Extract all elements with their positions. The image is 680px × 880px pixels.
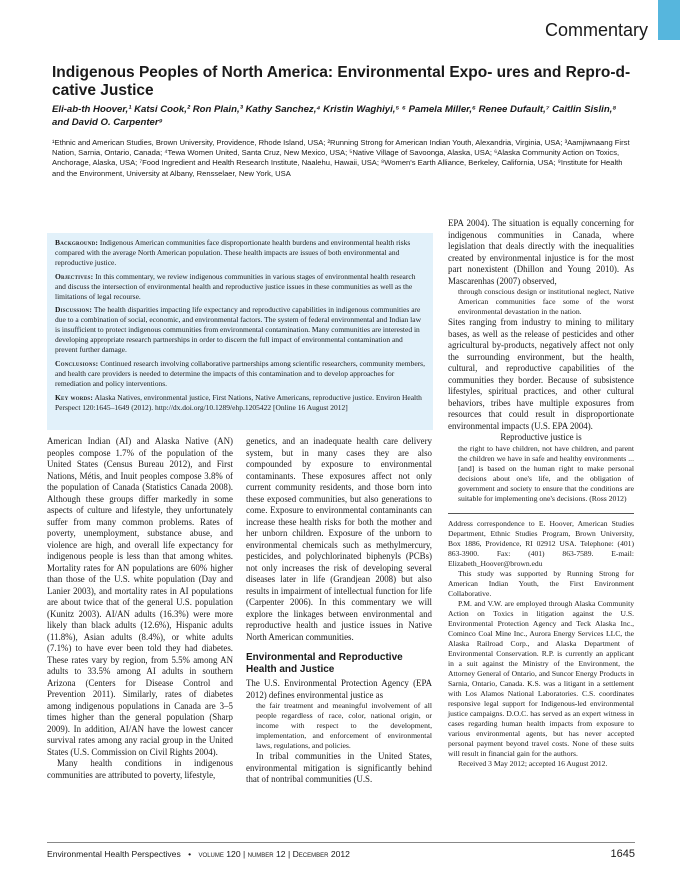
body-paragraph: The U.S. Environmental Protection Agency (EPA 2012) defines environmental justice as bbox=[246, 678, 432, 700]
abstract-discussion bbox=[55, 305, 425, 355]
abstract-conclusions-text: Continued research involving collaborative partnerships among scientific researchers, community members, and health care providers is needed to determine the impacts of this contamination and to develop approaches for remediation and policy interventions. bbox=[55, 358, 425, 388]
correspondence-address: Address correspondence to E. Hoover, American Studies Department, Ethnic Studies Program, Brown University, Box 1886, Providence, RI 02912 USA. Telephone: (401) 863-3900. Fax: (401) 863-7589. E-mail: Elizabeth_Hoover@brown.edu bbox=[448, 518, 634, 568]
body-column-right bbox=[448, 218, 634, 769]
author-list: Eli‑ab‑th Hoover,¹ Katsi Cook,² Ron Plain,³ Kathy Sanchez,⁴ Kristin Waghiyi,⁵ ⁶ Pamela Miller,⁶ Renee Dufault,⁷ Caitlin Sislin,⁸ and David O. Carpenter⁹ bbox=[52, 104, 617, 128]
body-paragraph: American Indian (AI) and Alaska Native (AN) peoples compose 1.7% of the population of the United States (Census Bureau 2012), and First Nations, Métis, and Inuit peoples compose 3.8% of the population of Canada (Statistics Canada 2008). Although these groups differ markedly in some aspects of culture and lifestyle, they unfortunately suffer from many common problems. Rates of poverty, unemployment, substance abuse, and violence are high, and overall life expectancy for indigenous people is less than that among whites. Mortality rates for AN populations are 60% higher than those of the U.S. white population (Day and Lanier 2003), and mortality rates in AI populations are about twice that of the general U.S. population (Kunitz 2003). AI/AN adults (16.3%) were more likely than black adults (12.6%), Hispanic adults (11.8%), Asian adults (8.4%), or white adults (7.1%) to have ever been told they had diabetes. These rates vary by region, from 5.5% among AN adults to 33.5% among AI adults in southern Arizona (Centers for Disease Control and Prevention 2011). Similarly, rates of diabetes among indigenous populations in Canada are 3–5 times higher than the general population (Sharp 2009). In addition, AI/AN have the lowest cancer survival rates among any racial group in the United States (U.S. Commission on Civil Rights 2004). bbox=[47, 436, 233, 757]
footer-divider bbox=[47, 842, 635, 843]
abstract-background-label: Background: bbox=[55, 238, 99, 247]
funding-note: This study was supported by Running Strong for American Indian Youth, the First Environment Collaborative. bbox=[448, 568, 634, 598]
body-column-left bbox=[47, 436, 233, 781]
affiliations: ¹Ethnic and American Studies, Brown University, Providence, Rhode Island, USA; ²Running Strong for American Indian Youth, Alexandria, Virginia, USA; ³Aamjiwnaang First Nation, Sarnia, Ontario, Canada; ⁴Tewa Women United, Santa Cruz, New Mexico, USA; ⁵Native Village of Savoonga, Alaska, USA; ⁶Alaska Community Action on Toxics, Anchorage, Alaska, USA; ⁷Food Ingredient and Health Research Institute, Naalehu, Hawaii, USA; ⁸Women's Earth Alliance, Berkeley, California, USA; ⁹Institute for Health and the Environment, University at Albany, Rensselaer, New York, USA bbox=[52, 138, 630, 178]
body-paragraph: EPA 2004). The situation is equally concerning for indigenous communities in Canada, where legislation that deals directly with the inequalities created by environmental injustice is for the most part nonexistent (Dhillon and Young 2010). As Mascarenhas (2007) observed, bbox=[448, 218, 634, 286]
body-paragraph: Sites ranging from industry to mining to military bases, as well as the release of pesticides and other agricultural by-products, negatively affect not only the surrounding environment, but the health, cultural, and reproductive capabilities of the communities they border. Because of subsistence lifestyles, spiritual practices, and other cultural behaviors, tribes have multiple exposures from resources that could result in disproportionate environmental impacts (U.S. EPA 2004). bbox=[448, 317, 634, 431]
abstract-objectives-label: Objectives: bbox=[55, 271, 94, 281]
abstract-conclusions-label: Conclusions: bbox=[55, 358, 99, 368]
abstract-discussion-label: Discussion: bbox=[55, 305, 93, 315]
abstract-discussion-text: The health disparities impacting life expectancy and reproductive capabilities in indigenous communities are due to a combination of social, economic, and environmental factors. The system of federal environmental and Indian law is insufficient to protect indigenous communities from environmental contamination. Many communities are interested in developing appropriate research partnerships in order to discern the full impact of environmental contamination and prevent further damage. bbox=[55, 305, 421, 355]
abstract-keywords-text: Alaska Natives, environmental justice, First Nations, Native Americans, reproductive justice. bbox=[94, 392, 375, 402]
abstract-background bbox=[55, 238, 425, 268]
abstract-background-text: Indigenous American communities face disproportionate health burdens and environmental health risks compared with the average North American population. These health impacts are issues of both environmental and reproductive justice. bbox=[55, 238, 411, 267]
page-footer bbox=[47, 848, 635, 860]
abstract-keywords bbox=[55, 393, 425, 413]
body-paragraph: In tribal communities in the United States, environmental mitigation is significantly behind that of nontribal communities (U.S. bbox=[246, 751, 432, 784]
citation-link[interactable]: Environ Health Perspect 120:1645–1649 (2012). http://dx.doi.org/10.1289/ehp.1205422 [Online 16 August 2012] bbox=[55, 392, 422, 412]
page-number: 1645 bbox=[610, 848, 635, 860]
footer-bullet: • bbox=[188, 849, 192, 859]
block-quote: the right to have children, not have children, and parent the children we have in safe and healthy environments ... [and] is based on the human right to make personal decisions about one's life, and the obligation of government and society to ensure that the conditions are suitable for implementing one's decisions. (Ross 2012) bbox=[458, 443, 634, 503]
competing-interests: P.M. and V.W. are employed through Alaska Community Action on Toxics in litigation against the U.S. Environmental Protection Agency and Teck Alaska Inc., Cominco Coal Mine Inc., Aurora Energy Services LLC, the Alaska Railroad Corp., and Alaska Department of Environmental Conservation. R.P. is currently an applicant in a suit against the Ministry of the Environment, the Attorney General of Ontario, and Suncor Energy Products in Sarnia, Ontario, Canada. K.S. was a litigant in a settlement with Los Alamos National Laboratories. C.S. coordinates responsive legal support for Indigenous-led environmental justice campaigns. D.O.C. has served as an expert witness in cases regarding human health impacts from exposure to various environmental agents, but has never accepted personal payment beyond travel costs. None of these suits will result in financial gain for the authors. bbox=[448, 598, 634, 758]
body-paragraph: genetics, and an inadequate health care delivery system, but in many cases they are also compounded by exposure to environmental contaminants. These exposures affect not only current community residents, and those born into these exposed communities, but also generations to come. Exposure to environmental contaminants can increase these health risks for both the mother and her unborn children. Exposure of the unborn to environmental chemicals such as methylmercury, pesticides, and polychlorinated biphenyls (PCBs) not only increases the risk of developing several diseases later in life (Grandjean 2008) but also results in impairment of intellectual function for life (Carpenter 2006). In this commentary we will explore the linkages between environmental and reproductive health and justice issues in Native North American communities. bbox=[246, 436, 432, 642]
received-date: Received 3 May 2012; accepted 16 August 2012. bbox=[458, 758, 608, 768]
section-accent-tab bbox=[658, 0, 680, 40]
section-label: Commentary bbox=[544, 20, 648, 40]
abstract-conclusions bbox=[55, 359, 425, 389]
abstract-objectives bbox=[55, 272, 425, 302]
footnote-divider bbox=[448, 513, 634, 514]
article-title: Indigenous Peoples of North America: Environmental Expo‑ ures and Repro‑d‑ cative Justice bbox=[52, 64, 631, 99]
footer-journal-info bbox=[47, 849, 350, 859]
footnotes bbox=[448, 519, 634, 769]
block-quote: through conscious design or institutional neglect, Native American communities face some of the worst environmental devastation in the nation. bbox=[458, 287, 634, 316]
abstract-objectives-text: In this commentary, we review indigenous communities in various stages of environmental health research and discuss the intersection of environmental health and reproductive justice issues in these communities as well as the limitations of legal recourse. bbox=[55, 271, 416, 301]
section-heading: Environmental and Reproductive Health and Justice bbox=[246, 652, 403, 675]
body-paragraph: Many health conditions in indigenous communities are attributed to poverty, lifestyle, bbox=[47, 758, 233, 780]
block-quote: the fair treatment and meaningful involvement of all people regardless of race, color, national origin, or income with respect to the development, implementation, and enforcement of environmental laws, regulations, and policies. bbox=[256, 701, 432, 750]
quote-intro: Reproductive justice is bbox=[500, 432, 582, 442]
abstract-keywords-label: Key words: bbox=[55, 392, 94, 402]
body-column-middle bbox=[246, 436, 432, 786]
abstract-box bbox=[47, 233, 433, 430]
volume-issue: volume 120 | number 12 | December 2012 bbox=[198, 849, 350, 859]
journal-name: Environmental Health Perspectives bbox=[47, 849, 181, 859]
